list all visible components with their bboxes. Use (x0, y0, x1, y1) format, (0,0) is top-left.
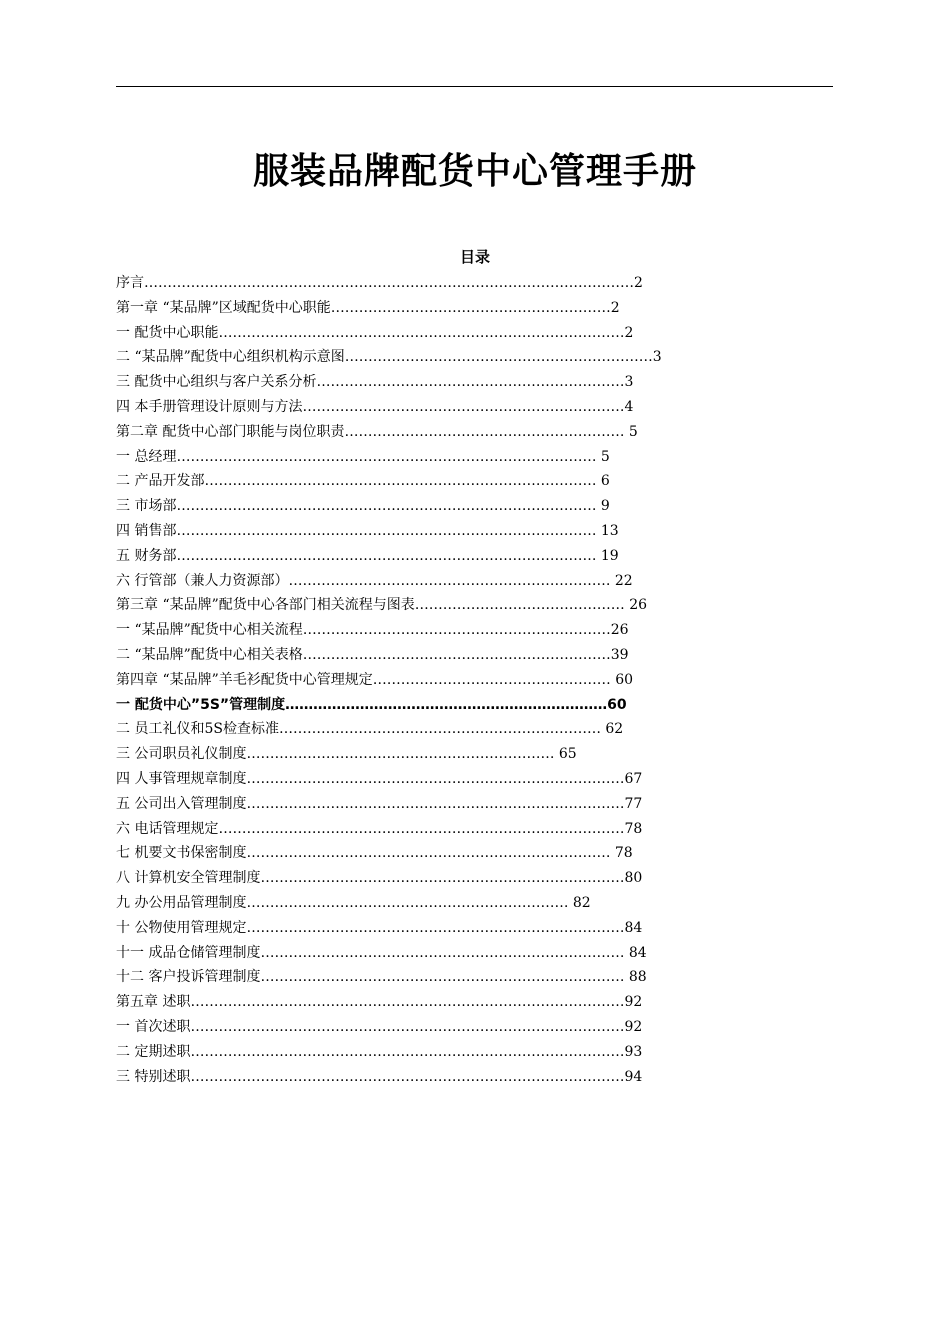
toc-entry[interactable]: 第二章 配货中心部门职能与岗位职责…………………………………………………… 5 (116, 423, 638, 440)
toc-entry[interactable]: 第三章 “某品牌”配货中心各部门相关流程与图表……………………………………… 26 (116, 597, 648, 614)
table-of-contents (116, 271, 806, 1089)
toc-entry[interactable]: 一 总经理……………………………………………………………………………… 5 (116, 448, 610, 465)
toc-entry[interactable]: 十 公物使用管理规定………………………………………………………………………84 (116, 919, 643, 936)
toc-entry[interactable]: 四 销售部……………………………………………………………………………… 13 (116, 522, 619, 539)
toc-entry[interactable]: 十二 客户投诉管理制度…………………………………………………………………… 88 (116, 969, 647, 986)
toc-entry[interactable]: 三 特别述职…………………………………………………………………………………94 (116, 1068, 643, 1085)
toc-entry[interactable]: 一 “某品牌”配货中心相关流程…………………………………………………………26 (116, 622, 629, 639)
toc-entry[interactable]: 七 机要文书保密制度…………………………………………………………………… 78 (116, 845, 633, 862)
toc-entry[interactable]: 五 公司出入管理制度………………………………………………………………………77 (116, 795, 643, 812)
toc-entry[interactable]: 二 员工礼仪和5S检查标准…………………………………………………………… 62 (116, 721, 624, 738)
toc-entry[interactable]: 三 公司职员礼仪制度………………………………………………………… 65 (116, 746, 577, 763)
toc-entry[interactable]: 二 定期述职…………………………………………………………………………………93 (116, 1043, 643, 1060)
toc-entry[interactable]: 四 本手册管理设计原则与方法……………………………………………………………4 (116, 398, 634, 415)
toc-entry[interactable]: 第一章 “某品牌”区域配货中心职能……………………………………………………2 (116, 299, 620, 316)
toc-entry[interactable]: 六 行管部（兼人力资源部）…………………………………………………………… 22 (116, 572, 633, 589)
toc-entry[interactable]: 第五章 述职…………………………………………………………………………………92 (116, 994, 643, 1011)
toc-entry[interactable]: 三 市场部……………………………………………………………………………… 9 (116, 498, 610, 515)
toc-entry[interactable]: 二 “某品牌”配货中心相关表格…………………………………………………………39 (116, 646, 629, 663)
toc-entry[interactable]: 第四章 “某品牌”羊毛衫配货中心管理规定…………………………………………… 60 (116, 671, 634, 688)
toc-entry[interactable]: 二 产品开发部………………………………………………………………………… 6 (116, 473, 610, 490)
toc-entry[interactable]: 序言……………………………………………………………………………………………2 (116, 275, 643, 291)
toc-entry[interactable]: 一 首次述职…………………………………………………………………………………92 (116, 1018, 643, 1035)
header-rule (116, 86, 833, 87)
toc-entry[interactable]: 九 办公用品管理制度…………………………………………………………… 82 (116, 894, 591, 911)
toc-entry[interactable]: 一 配货中心”5S”管理制度……………………………………………………………60 (116, 696, 627, 713)
toc-entry[interactable]: 一 配货中心职能……………………………………………………………………………2 (116, 324, 634, 341)
toc-entry[interactable]: 五 财务部……………………………………………………………………………… 19 (116, 547, 619, 564)
toc-entry[interactable]: 三 配货中心组织与客户关系分析…………………………………………………………3 (116, 374, 634, 391)
toc-entry[interactable]: 四 人事管理规章制度………………………………………………………………………67 (116, 770, 643, 787)
toc-entry[interactable]: 十一 成品仓储管理制度…………………………………………………………………… 84 (116, 944, 647, 961)
toc-entry[interactable]: 六 电话管理规定……………………………………………………………………………78 (116, 820, 643, 837)
document-title: 服装品牌配货中心管理手册 (252, 151, 697, 192)
toc-heading: 目录 (459, 248, 490, 266)
toc-entry[interactable]: 二 “某品牌”配货中心组织机构示意图…………………………………………………………3 (116, 349, 662, 366)
toc-entry[interactable]: 八 计算机安全管理制度……………………………………………………………………80 (116, 870, 643, 887)
